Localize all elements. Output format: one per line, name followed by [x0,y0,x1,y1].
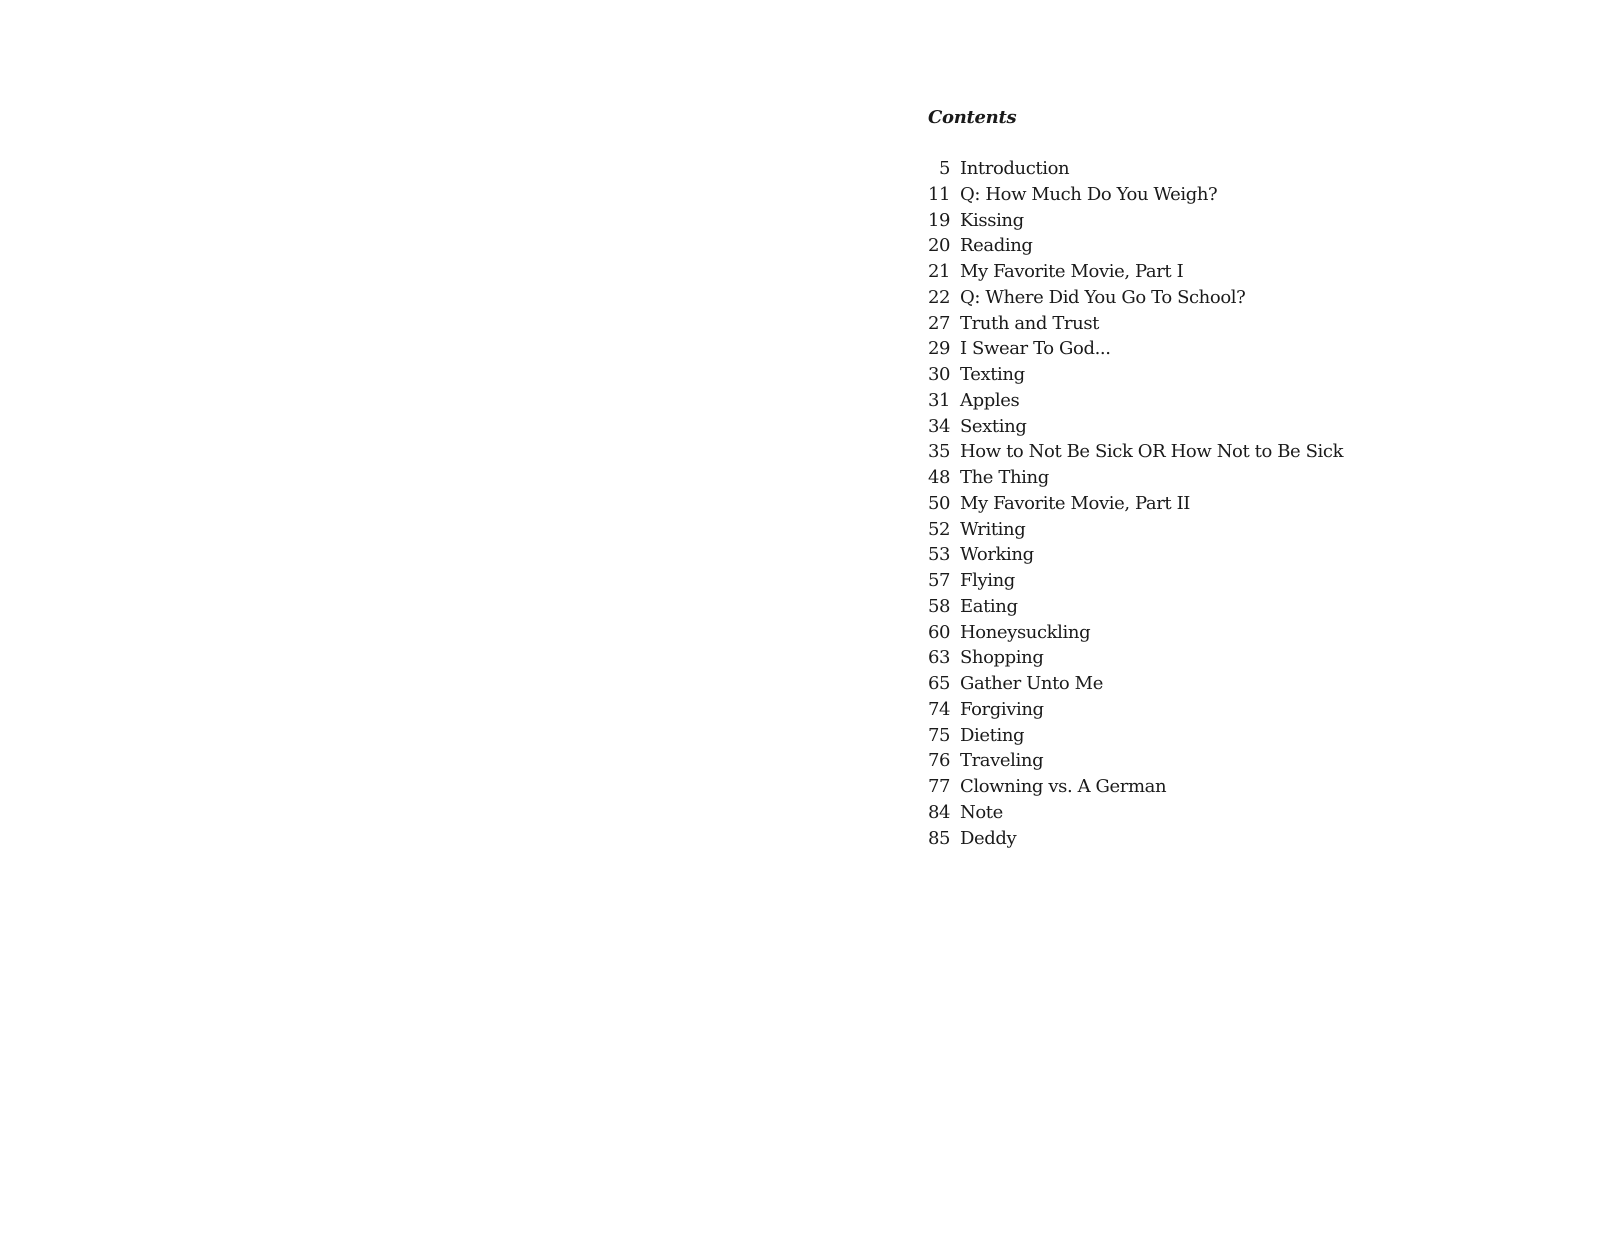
entry-page-number: 60 [928,621,951,643]
entry-title: Note [960,801,1003,823]
contents-entry [928,647,1343,673]
contents-entry [928,158,1343,184]
right-page [806,0,1612,1237]
contents-entry [928,261,1343,287]
entry-page-number: 85 [928,827,951,849]
contents-entry [928,287,1343,313]
entry-title: Apples [960,389,1020,411]
entry-title: Q: How Much Do You Weigh? [960,183,1218,205]
entry-page-number: 65 [928,673,951,694]
entry-page-number: 50 [928,492,951,514]
contents-entry [928,802,1343,828]
entry-page-number: 29 [928,338,951,360]
contents-entry [928,725,1343,751]
contents-entry [928,776,1343,802]
contents-entry [928,235,1343,261]
entry-title: Forgiving [960,698,1044,720]
entry-page-number: 19 [928,209,951,231]
contents-entry [928,313,1343,339]
entry-page-number: 30 [928,364,951,385]
contents-entry [928,210,1343,236]
entry-title: Texting [960,364,1025,385]
table-of-contents [928,106,1343,853]
entry-page-number: 63 [928,647,951,669]
contents-entry [928,544,1343,570]
contents-entry [928,493,1343,519]
contents-entry [928,828,1343,854]
entry-title: Dieting [960,724,1025,746]
entry-title: The Thing [960,467,1049,488]
entry-page-number: 53 [928,544,951,566]
entry-title: Gather Unto Me [960,673,1103,694]
entry-page-number: 35 [928,441,951,463]
entry-title: My Favorite Movie, Part I [960,261,1184,282]
contents-entry [928,184,1343,210]
entry-title: Introduction [960,158,1070,179]
entry-title: Clowning vs. A German [960,776,1167,797]
entry-page-number: 20 [928,235,951,257]
entry-title: Shopping [960,647,1044,669]
entry-title: Working [960,544,1034,566]
entry-page-number: 22 [928,286,951,308]
entry-page-number: 76 [928,750,951,772]
contents-list [928,158,1343,853]
entry-page-number: 74 [928,698,951,720]
entry-title: My Favorite Movie, Part II [960,492,1190,514]
entry-page-number: 34 [928,415,951,437]
entry-page-number: 27 [928,312,951,334]
entry-title: Kissing [960,209,1024,231]
contents-entry [928,441,1343,467]
entry-page-number: 77 [928,776,951,797]
entry-page-number: 11 [928,183,951,205]
contents-entry [928,570,1343,596]
entry-page-number: 52 [928,518,951,540]
entry-title: Q: Where Did You Go To School? [960,286,1246,308]
contents-entry [928,338,1343,364]
entry-page-number: 21 [928,261,951,282]
entry-title: Flying [960,570,1015,591]
entry-page-number: 75 [928,724,951,746]
entry-title: Eating [960,595,1018,617]
entry-title: Reading [960,235,1033,257]
contents-entry [928,622,1343,648]
entry-page-number: 84 [928,801,951,823]
contents-entry [928,467,1343,493]
contents-entry [928,416,1343,442]
entry-title: Traveling [960,750,1044,772]
entry-page-number: 5 [938,158,950,179]
contents-entry [928,364,1343,390]
entry-page-number: 57 [928,570,951,591]
entry-page-number: 48 [928,467,951,488]
entry-title: Sexting [960,415,1027,437]
contents-entry [928,596,1343,622]
contents-entry [928,519,1343,545]
entry-title: I Swear To God... [960,338,1111,360]
entry-title: Deddy [960,827,1017,849]
entry-page-number: 58 [928,595,951,617]
entry-page-number: 31 [928,389,951,411]
contents-entry [928,699,1343,725]
entry-title: Truth and Trust [960,312,1099,334]
contents-entry [928,750,1343,776]
contents-entry [928,390,1343,416]
entry-title: How to Not Be Sick OR How Not to Be Sick [960,441,1344,463]
contents-heading: Contents [928,107,1017,128]
entry-title: Honeysuckling [960,621,1091,643]
contents-entry [928,673,1343,699]
entry-title: Writing [960,518,1026,540]
